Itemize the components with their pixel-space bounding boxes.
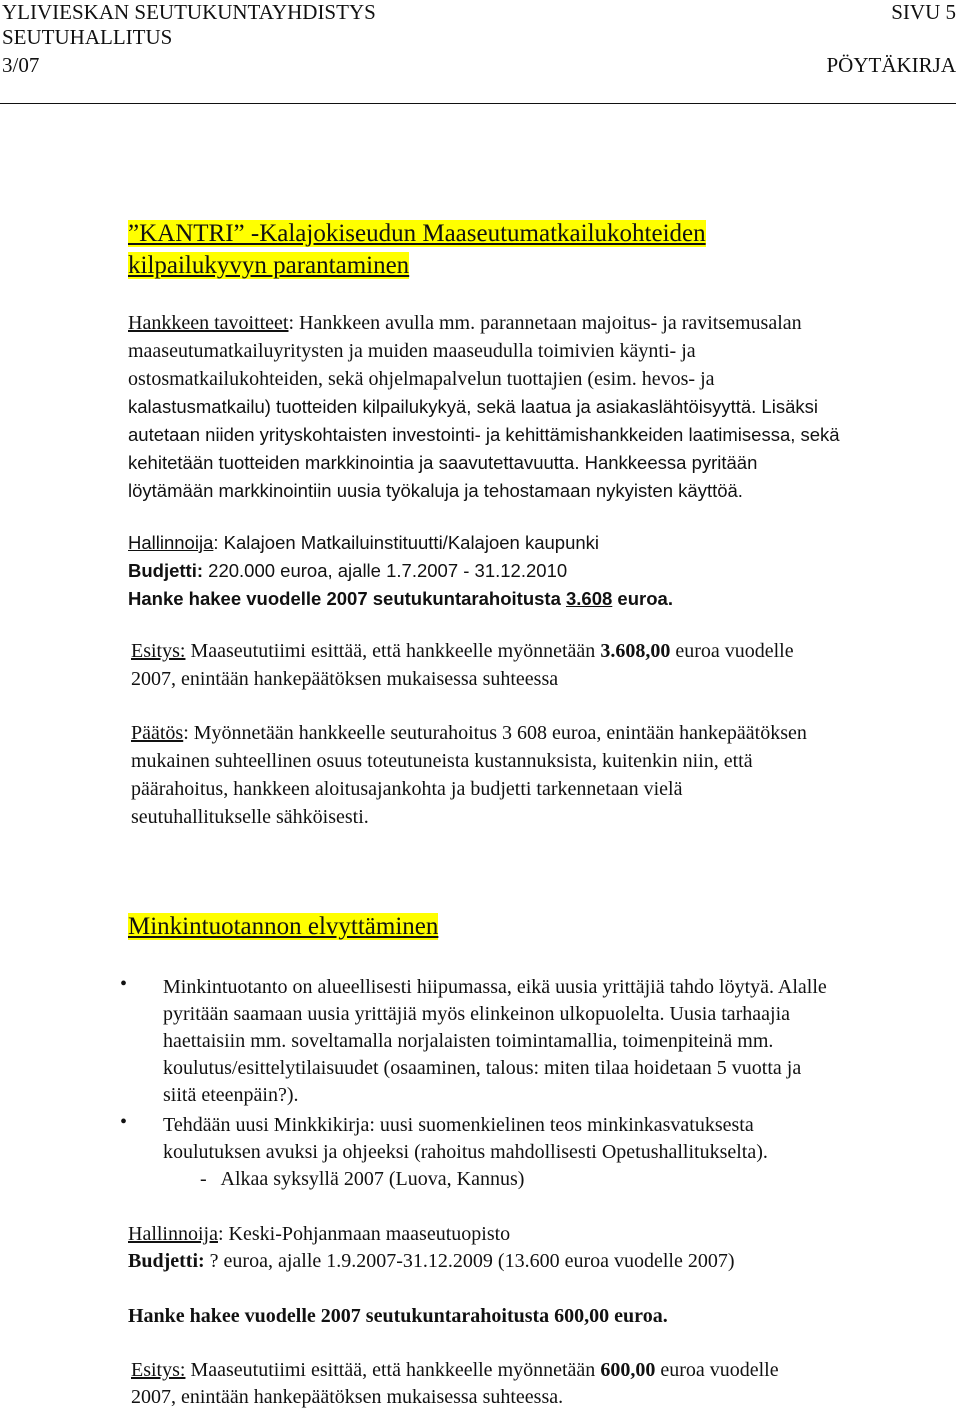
admin-label: Hallinnoija: [128, 532, 214, 553]
budget-line-2: Budjetti: ? euroa, ajalle 1.9.2007-31.12.2009 (13.600 euroa vuodelle 2007): [128, 1250, 735, 1272]
request-line-2: Hanke hakee vuodelle 2007 seutukuntarahoitusta 600,00 euroa.: [128, 1305, 668, 1327]
budget-label-2: Budjetti:: [128, 1250, 205, 1272]
proposal-label-2: Esitys:: [131, 1359, 186, 1381]
organization-name: YLIVIESKAN SEUTUKUNTAYHDISTYS: [2, 0, 376, 24]
document-type: PÖYTÄKIRJA: [826, 53, 956, 77]
bullet2-line-2: koulutuksen avuksi ja ohjeeksi (rahoitus mahdollisesti Opetushallitukselta).: [163, 1141, 768, 1163]
goals-line-1: Hankkeen tavoitteet: Hankkeen avulla mm. parannetaan majoitus- ja ravitsemusalan: [128, 312, 802, 334]
goals-line-6: kehitetään tuotteiden markkinointia ja saavutettavuutta. Hankkeessa pyritään: [128, 452, 758, 473]
bullet1-line-2: pyritään saamaan uusia yrittäjiä myös elinkeinon ulkopuolelta. Uusia tarhaajia: [163, 1003, 791, 1025]
section1-title-line1: ”KANTRI” -Kalajokiseudun Maaseutumatkailukohteiden: [128, 220, 706, 247]
goals-label: Hankkeen tavoitteet: [128, 312, 289, 334]
bullet1-line-5: siitä eteenpäin?).: [163, 1084, 299, 1106]
bullet1-line-4: koulutus/esittelytilaisuudet (osaaminen, talous: miten tilaa hoidetaan 5 vuotta ja: [163, 1057, 802, 1079]
proposal-line-2: 2007, enintään hankepäätöksen mukaisessa suhteessa: [131, 668, 559, 690]
admin-line: Hallinnoija: Kalajoen Matkailuinstituutti/Kalajoen kaupunki: [128, 532, 600, 553]
budget-line: Budjetti: 220.000 euroa, ajalle 1.7.2007 - 31.12.2010: [128, 560, 568, 581]
bullet1-line-3: haettaisiin mm. soveltamalla norjalaisten toimintamallia, toimenpiteinä mm.: [163, 1030, 774, 1052]
bullet-icon: •: [120, 1111, 128, 1133]
bullet2-line-1: Tehdään uusi Minkkikirja: uusi suomenkielinen teos minkinkasvatuksesta: [163, 1114, 754, 1136]
goals-line-3: ostosmatkailukohteiden, sekä ohjelmapalvelun tuottajien (esim. hevos- ja: [128, 368, 715, 390]
meeting-number: 3/07: [2, 53, 40, 77]
request-amount: 3.608: [566, 588, 613, 609]
bullet2-sub-item: - Alkaa syksyllä 2007 (Luova, Kannus): [200, 1168, 525, 1190]
proposal2-line-1: Esitys: Maaseututiimi esittää, että hankkeelle myönnetään 600,00 euroa vuodelle: [131, 1359, 779, 1381]
body-name: SEUTUHALLITUS: [2, 25, 173, 49]
goals-line-4: kalastusmatkailu) tuotteiden kilpailukykyä, sekä laatua ja asiakaslähtöisyyttä. Lisäksi: [128, 396, 818, 417]
section1-title-line2: kilpailukyvyn parantaminen: [128, 252, 410, 279]
proposal-amount-2: 600,00: [600, 1359, 656, 1381]
decision-line-2: mukainen suhteellinen osuus toteutuneista kustannuksista, kuitenkin niin, että: [131, 750, 753, 772]
budget-label: Budjetti:: [128, 560, 204, 581]
proposal-label: Esitys:: [131, 640, 186, 662]
goals-line-7: löytämään markkinointiin uusia työkaluja ja tehostamaan nykyisten käyttöä.: [128, 480, 743, 501]
decision-line-1: Päätös: Myönnetään hankkeelle seuturahoitus 3 608 euroa, enintään hankepäätöksen: [131, 722, 807, 744]
proposal-amount: 3.608,00: [600, 640, 671, 662]
page-number: SIVU 5: [891, 0, 956, 24]
goals-line-5: autetaan niiden yrityskohtaisten investointi- ja kehittämishankkeiden laatimisessa, sekä: [128, 424, 840, 445]
section2-title-text: Minkintuotannon elvyttäminen: [128, 913, 439, 940]
decision-line-3: päärahoitus, hankkeen aloitusajankohta ja budjetti tarkennetaan vielä: [131, 778, 683, 800]
decision-label: Päätös: [131, 722, 184, 744]
request-line: Hanke hakee vuodelle 2007 seutukuntarahoitusta 3.608 euroa.: [128, 588, 673, 609]
proposal-line-1: Esitys: Maaseututiimi esittää, että hankkeelle myönnetään 3.608,00 euroa vuodelle: [131, 640, 794, 662]
bullet-icon: •: [120, 973, 128, 995]
decision-line-4: seutuhallitukselle sähköisesti.: [131, 806, 369, 828]
bullet1-line-1: Minkintuotanto on alueellisesti hiipumassa, eikä uusia yrittäjiä tahdo löytyä. Alalle: [163, 976, 827, 998]
section1-title: [128, 218, 706, 282]
proposal2-line-2: 2007, enintään hankepäätöksen mukaisessa suhteessa.: [131, 1386, 564, 1408]
section2-title: [128, 911, 438, 943]
admin-line-2: Hallinnoija: Keski-Pohjanmaan maaseutuopisto: [128, 1223, 511, 1245]
goals-line-2: maaseutumatkailuyritysten ja muiden maaseudulla toimivien käynti- ja: [128, 340, 696, 362]
header-divider: [0, 103, 956, 104]
admin-label-2: Hallinnoija: [128, 1223, 218, 1245]
